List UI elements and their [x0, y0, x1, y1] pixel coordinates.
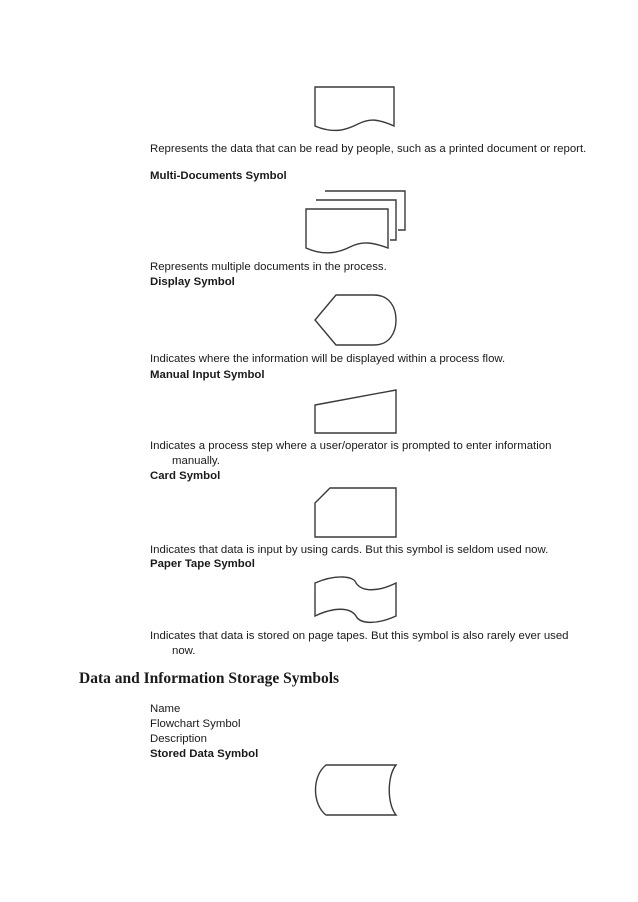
- card-symbol-shape: [314, 487, 398, 539]
- display-symbol-title: Display Symbol: [150, 276, 235, 288]
- paper-tape-symbol-title: Paper Tape Symbol: [150, 558, 255, 570]
- storage-section-heading: Data and Information Storage Symbols: [79, 670, 340, 687]
- manual-input-symbol-title: Manual Input Symbol: [150, 369, 265, 381]
- document-symbol-shape: [314, 86, 396, 134]
- table-header-name: Name: [150, 703, 181, 715]
- card-symbol-description: Indicates that data is input by using cards. But this symbol is seldom used now.: [150, 544, 549, 556]
- multi-documents-symbol-description: Represents multiple documents in the process.: [150, 261, 387, 273]
- manual-input-symbol-shape: [314, 389, 398, 435]
- manual-input-symbol-description: Indicates a process step where a user/operator is prompted to enter information manually.: [150, 440, 552, 467]
- display-symbol-description: Indicates where the information will be displayed within a process flow.: [150, 353, 506, 365]
- table-header-description: Description: [150, 733, 207, 745]
- card-symbol-title: Card Symbol: [150, 470, 221, 482]
- paper-tape-symbol-description: Indicates that data is stored on page tapes. But this symbol is also rarely ever used now.: [150, 630, 569, 657]
- display-symbol-shape: [314, 294, 398, 346]
- stored-data-symbol-shape: [314, 764, 398, 816]
- stored-data-symbol-title: Stored Data Symbol: [150, 748, 259, 760]
- multi-documents-symbol-title: Multi-Documents Symbol: [150, 170, 287, 182]
- document-symbol-description: Represents the data that can be read by people, such as a printed document or report.: [150, 143, 587, 155]
- paper-tape-symbol-shape: [314, 577, 398, 623]
- table-header-flowchart-symbol: Flowchart Symbol: [150, 718, 241, 730]
- multi-documents-symbol-shape: [304, 190, 408, 260]
